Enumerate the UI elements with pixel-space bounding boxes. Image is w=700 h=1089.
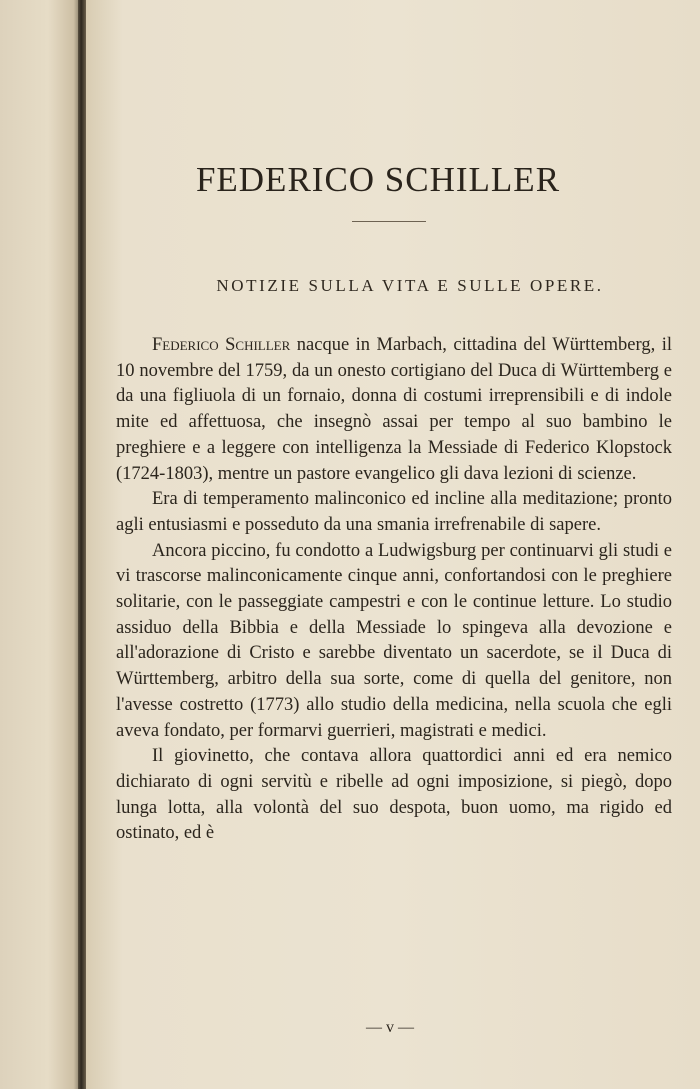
title-rule bbox=[352, 221, 426, 222]
left-page-edge bbox=[0, 0, 80, 1089]
chapter-subtitle: NOTIZIE SULLA VITA E SULLE OPERE. bbox=[216, 276, 604, 295]
chapter-title: FEDERICO SCHILLER bbox=[195, 160, 561, 199]
page-number: — v — bbox=[366, 1019, 414, 1036]
paragraph-text: Ancora piccino, fu condotto a Ludwigsburg per continuarvi gli studi e vi trascorse malinconicamente cinque anni, confortandosi con le preghiere solitarie, con le passeggiate campestri e con le continue letture. Lo studio assiduo della Bibbia e della Messiade lo spingeva alla devozione e all'adorazione di Cristo e sarebbe diventato un sacerdote, se il Duca di Württemberg, arbitro della sua sorte, come di quella del genitore, non l'avesse costretto (1773) allo studio della medicina, nella scuola che egli aveva fondato, per formarvi guerrieri, magistrati e medici. bbox=[116, 540, 672, 741]
paragraph-text: Era di temperamento malinconico ed incline alla meditazione; pronto agli entusiasmi e posseduto da una smania irrefrenabile di sapere. bbox=[116, 489, 672, 535]
body-text bbox=[116, 333, 672, 847]
paragraph-3 bbox=[116, 539, 672, 745]
paragraph-1 bbox=[116, 333, 672, 487]
paragraph-text: Il giovinetto, che contava allora quattordici anni ed era nemico dichiarato di ogni servitù e ribelle ad ogni imposizione, si piegò, dopo lunga lotta, alla volontà del suo despota, buon uomo, ma rigido ed ostinato, ed è bbox=[116, 746, 672, 844]
paragraph-text: nacque in Marbach, cittadina del Württemberg, il 10 novembre del 1759, da un onesto cortigiano del Duca di Württemberg e da una figliuola di un fornaio, donna di costumi irreprensibili e di indole mite ed affettuosa, che insegnò assai per tempo al suo bambino le preghiere e a leggere con intelligenza la Messiade di Federico Klopstock (1724-1803), mentre un pastore evangelico gli dava lezioni di scienze. bbox=[116, 335, 672, 484]
book-gutter bbox=[78, 0, 86, 1089]
paragraph-lead: Federico Schiller bbox=[152, 335, 291, 355]
paragraph-2 bbox=[116, 487, 672, 538]
paragraph-4 bbox=[116, 744, 672, 847]
